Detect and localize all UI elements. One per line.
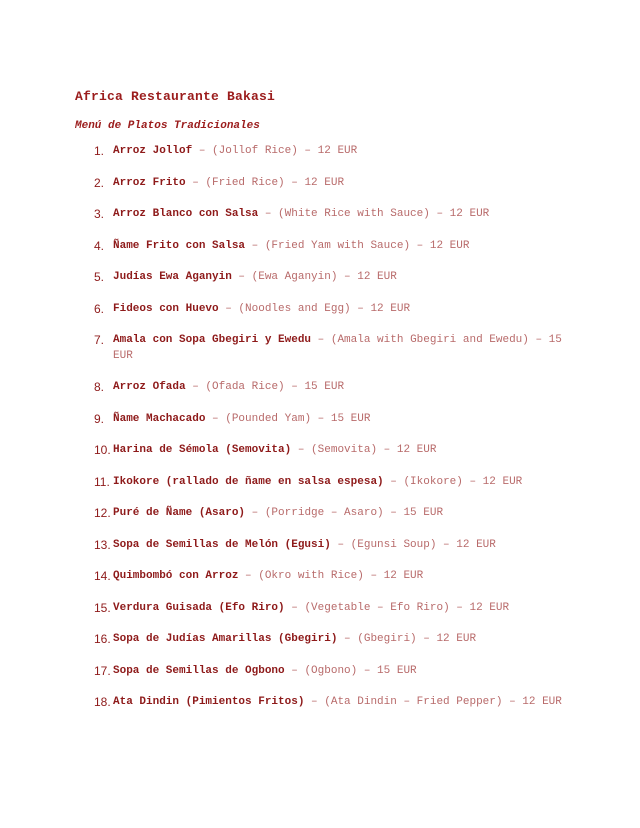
dish-name: Sopa de Judías Amarillas (Gbegiri)	[113, 633, 338, 645]
menu-item	[0, 239, 640, 255]
dish-details: – (Jollof Rice) – 12 EUR	[192, 145, 358, 157]
dish-name: Sopa de Semillas de Ogbono	[113, 664, 285, 677]
dish-details: – (Okro with Rice) – 12 EUR	[238, 570, 424, 582]
item-number: 1.	[94, 144, 105, 158]
menu-item	[0, 538, 640, 554]
item-number: 9.	[94, 411, 105, 426]
dish-details: – (Fried Rice) – 12 EUR	[185, 176, 345, 189]
menu-item	[0, 569, 640, 585]
dish-name: Puré de Ñame (Asaro)	[113, 507, 246, 519]
menu-item	[0, 176, 640, 192]
item-number: 15.	[94, 600, 111, 615]
dish-details: – (White Rice with Sauce) – 12 EUR	[258, 208, 490, 220]
dish-name: Ñame Frito con Salsa	[113, 239, 246, 252]
dish-name: Arroz Frito	[113, 176, 186, 189]
menu-item	[0, 144, 640, 160]
dish-details: – (Porridge – Asaro) – 15 EUR	[245, 507, 444, 519]
dish-name: Ñame Machacado	[113, 412, 206, 425]
dish-name: Verdura Guisada (Efo Riro)	[113, 601, 285, 614]
dish-details: – (Amala with Gbegiri and Ewedu) – 15 EUR	[113, 334, 562, 362]
dish-details: – (Ogbono) – 15 EUR	[284, 664, 417, 677]
menu-list	[0, 144, 640, 727]
menu-item	[0, 475, 640, 491]
dish-name: Fideos con Huevo	[113, 302, 219, 315]
item-number: 18.	[94, 695, 111, 709]
menu-item	[0, 695, 640, 711]
menu-item	[0, 270, 640, 286]
dish-details: – (Egunsi Soup) – 12 EUR	[330, 538, 496, 551]
dish-details: – (Ewa Aganyin) – 12 EUR	[231, 271, 397, 283]
dish-name: Quimbombó con Arroz	[113, 570, 239, 582]
dish-name: Amala con Sopa Gbegiri y Ewedu	[113, 334, 312, 346]
item-number: 8.	[94, 380, 105, 394]
dish-details: – (Ikokore) – 12 EUR	[383, 475, 523, 488]
item-number: 4.	[94, 238, 105, 253]
menu-item	[0, 302, 640, 318]
menu-item	[0, 506, 640, 522]
item-number: 17.	[94, 663, 111, 678]
menu-item	[0, 601, 640, 617]
dish-details: – (Noodles and Egg) – 12 EUR	[218, 302, 411, 315]
dish-details: – (Ofada Rice) – 15 EUR	[185, 381, 345, 393]
dish-details: – (Ata Dindin – Fried Pepper) – 12 EUR	[304, 696, 562, 708]
menu-item	[0, 333, 640, 364]
dish-details: – (Vegetable – Efo Riro) – 12 EUR	[284, 601, 510, 614]
item-number: 13.	[94, 537, 111, 552]
item-number: 5.	[94, 270, 105, 284]
dish-name: Arroz Blanco con Salsa	[113, 208, 259, 220]
dish-name: Arroz Jollof	[113, 145, 193, 157]
dish-details: – (Gbegiri) – 12 EUR	[337, 633, 477, 645]
dish-name: Arroz Ofada	[113, 381, 186, 393]
menu-item	[0, 632, 640, 648]
dish-name: Ikokore (rallado de ñame en salsa espesa)	[113, 475, 384, 488]
page-title: Africa Restaurante Bakasi	[75, 89, 276, 104]
menu-item	[0, 380, 640, 396]
dish-details: – (Fried Yam with Sauce) – 12 EUR	[245, 239, 470, 252]
item-number: 11.	[94, 474, 110, 489]
item-number: 3.	[94, 207, 105, 221]
dish-name: Ata Dindin (Pimientos Fritos)	[113, 696, 305, 708]
dish-name: Harina de Sémola (Semovita)	[113, 444, 292, 456]
menu-item	[0, 443, 640, 459]
page-subtitle: Menú de Platos Tradicionales	[75, 120, 260, 132]
dish-details: – (Semovita) – 12 EUR	[291, 444, 437, 456]
dish-details: – (Pounded Yam) – 15 EUR	[205, 412, 371, 425]
menu-item	[0, 664, 640, 680]
item-number: 16.	[94, 632, 111, 646]
dish-name: Sopa de Semillas de Melón (Egusi)	[113, 538, 331, 551]
item-number: 6.	[94, 301, 105, 316]
item-number: 12.	[94, 506, 111, 520]
item-number: 10.	[94, 443, 111, 457]
dish-name: Judías Ewa Aganyin	[113, 271, 232, 283]
item-number: 2.	[94, 175, 105, 190]
menu-item	[0, 207, 640, 223]
item-number: 7.	[94, 333, 105, 347]
item-number: 14.	[94, 569, 111, 583]
menu-item	[0, 412, 640, 428]
